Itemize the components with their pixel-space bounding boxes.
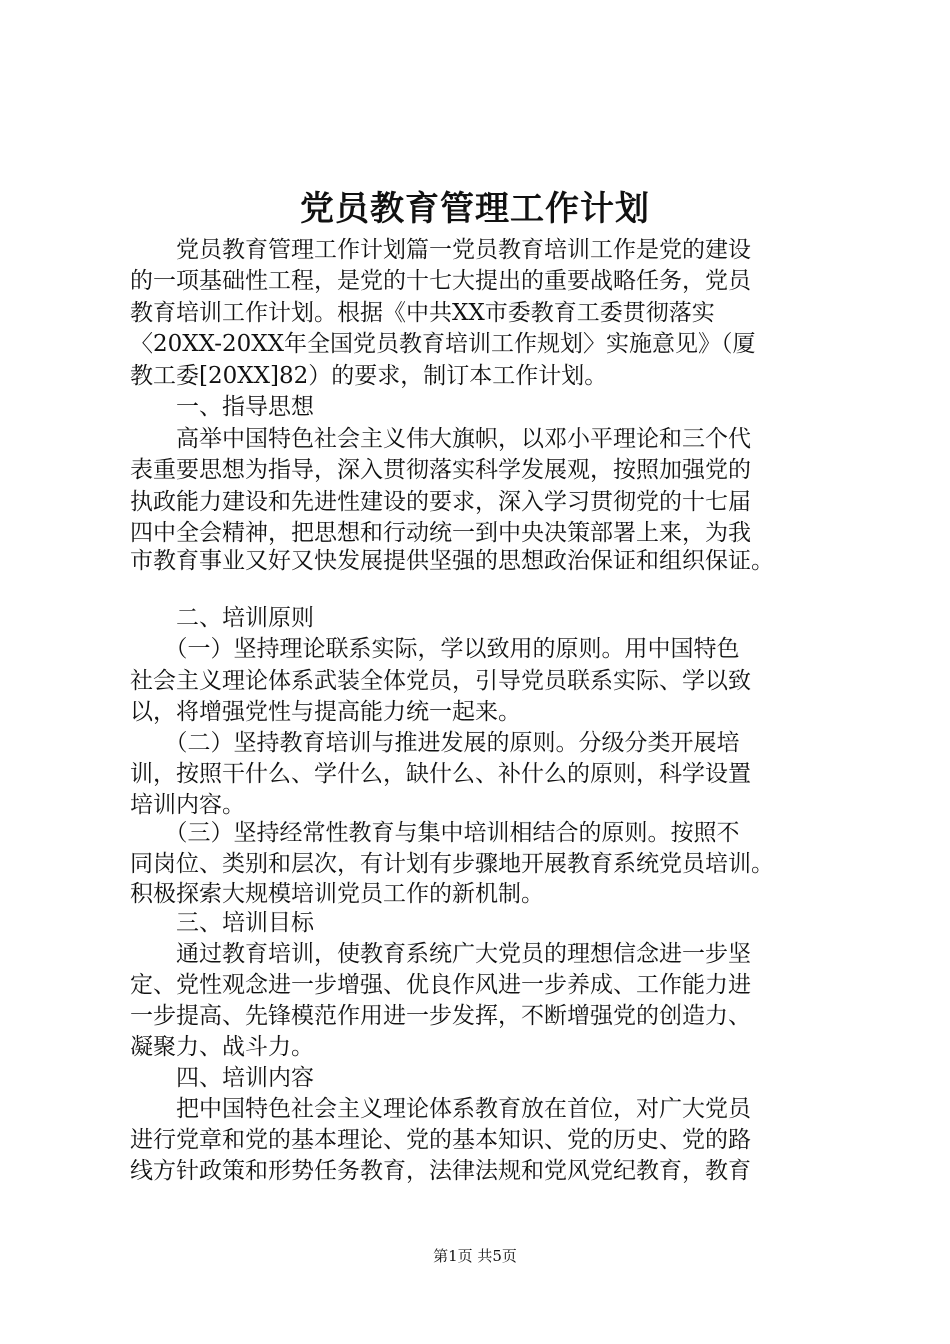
body-line: 培训内容。: [130, 792, 245, 818]
document-title: 党员教育管理工作计划: [300, 189, 650, 229]
body-line: 教工委[20XX]82）的要求，制订本工作计划。: [130, 363, 608, 389]
body-line: 的一项基础性工程，是党的十七大提出的重要战略任务，党员: [130, 268, 751, 294]
body-line: 凝聚力、战斗力。: [130, 1034, 314, 1060]
body-line: 〈20XX-20XX年全国党员教育培训工作规划〉实施意见》（厦: [130, 331, 756, 357]
body-line: 社会主义理论体系武装全体党员，引导党员联系实际、学以致: [130, 668, 751, 694]
body-line: 高举中国特色社会主义伟大旗帜，以邓小平理论和三个代: [130, 426, 751, 452]
body-line: 进行党章和党的基本理论、党的基本知识、党的历史、党的路: [130, 1127, 751, 1153]
section-heading: 一、指导思想: [130, 394, 314, 420]
section-heading: 三、培训目标: [130, 910, 314, 936]
body-line: 同岗位、类别和层次，有计划有步骤地开展教育系统党员培训。: [130, 851, 774, 877]
body-line: 积极探索大规模培训党员工作的新机制。: [130, 881, 544, 907]
body-line: 四中全会精神，把思想和行动统一到中央决策部署上来，为我: [130, 520, 751, 546]
body-line: 党员教育管理工作计划篇一党员教育培训工作是党的建设: [130, 237, 751, 263]
body-line: 定、党性观念进一步增强、优良作风进一步养成、工作能力进: [130, 972, 751, 998]
body-line: 表重要思想为指导，深入贯彻落实科学发展观，按照加强党的: [130, 457, 751, 483]
body-line: （三）坚持经常性教育与集中培训相结合的原则。按照不: [130, 820, 740, 846]
body-line: 教育培训工作计划。根据《中共XX市委教育工委贯彻落实: [130, 300, 715, 326]
body-line: 执政能力建设和先进性建设的要求，深入学习贯彻党的十七届: [130, 489, 751, 515]
body-line: （二）坚持教育培训与推进发展的原则。分级分类开展培: [130, 730, 740, 756]
body-line: 把中国特色社会主义理论体系教育放在首位，对广大党员: [130, 1096, 751, 1122]
section-heading: 四、培训内容: [130, 1065, 314, 1091]
body-line: 市教育事业又好又快发展提供坚强的思想政治保证和组织保证。: [130, 548, 774, 574]
section-heading: 二、培训原则: [130, 605, 314, 631]
page-footer: 第1页 共5页: [433, 1247, 517, 1265]
body-line: （一）坚持理论联系实际，学以致用的原则。用中国特色: [130, 636, 740, 662]
body-line: 通过教育培训，使教育系统广大党员的理想信念进一步坚: [130, 941, 751, 967]
body-line: 一步提高、先锋模范作用进一步发挥，不断增强党的创造力、: [130, 1003, 751, 1029]
body-line: 线方针政策和形势任务教育，法律法规和党风党纪教育，教育: [130, 1158, 751, 1184]
body-line: 以，将增强党性与提高能力统一起来。: [130, 699, 521, 725]
body-line: 训，按照干什么、学什么，缺什么、补什么的原则，科学设置: [130, 761, 751, 787]
